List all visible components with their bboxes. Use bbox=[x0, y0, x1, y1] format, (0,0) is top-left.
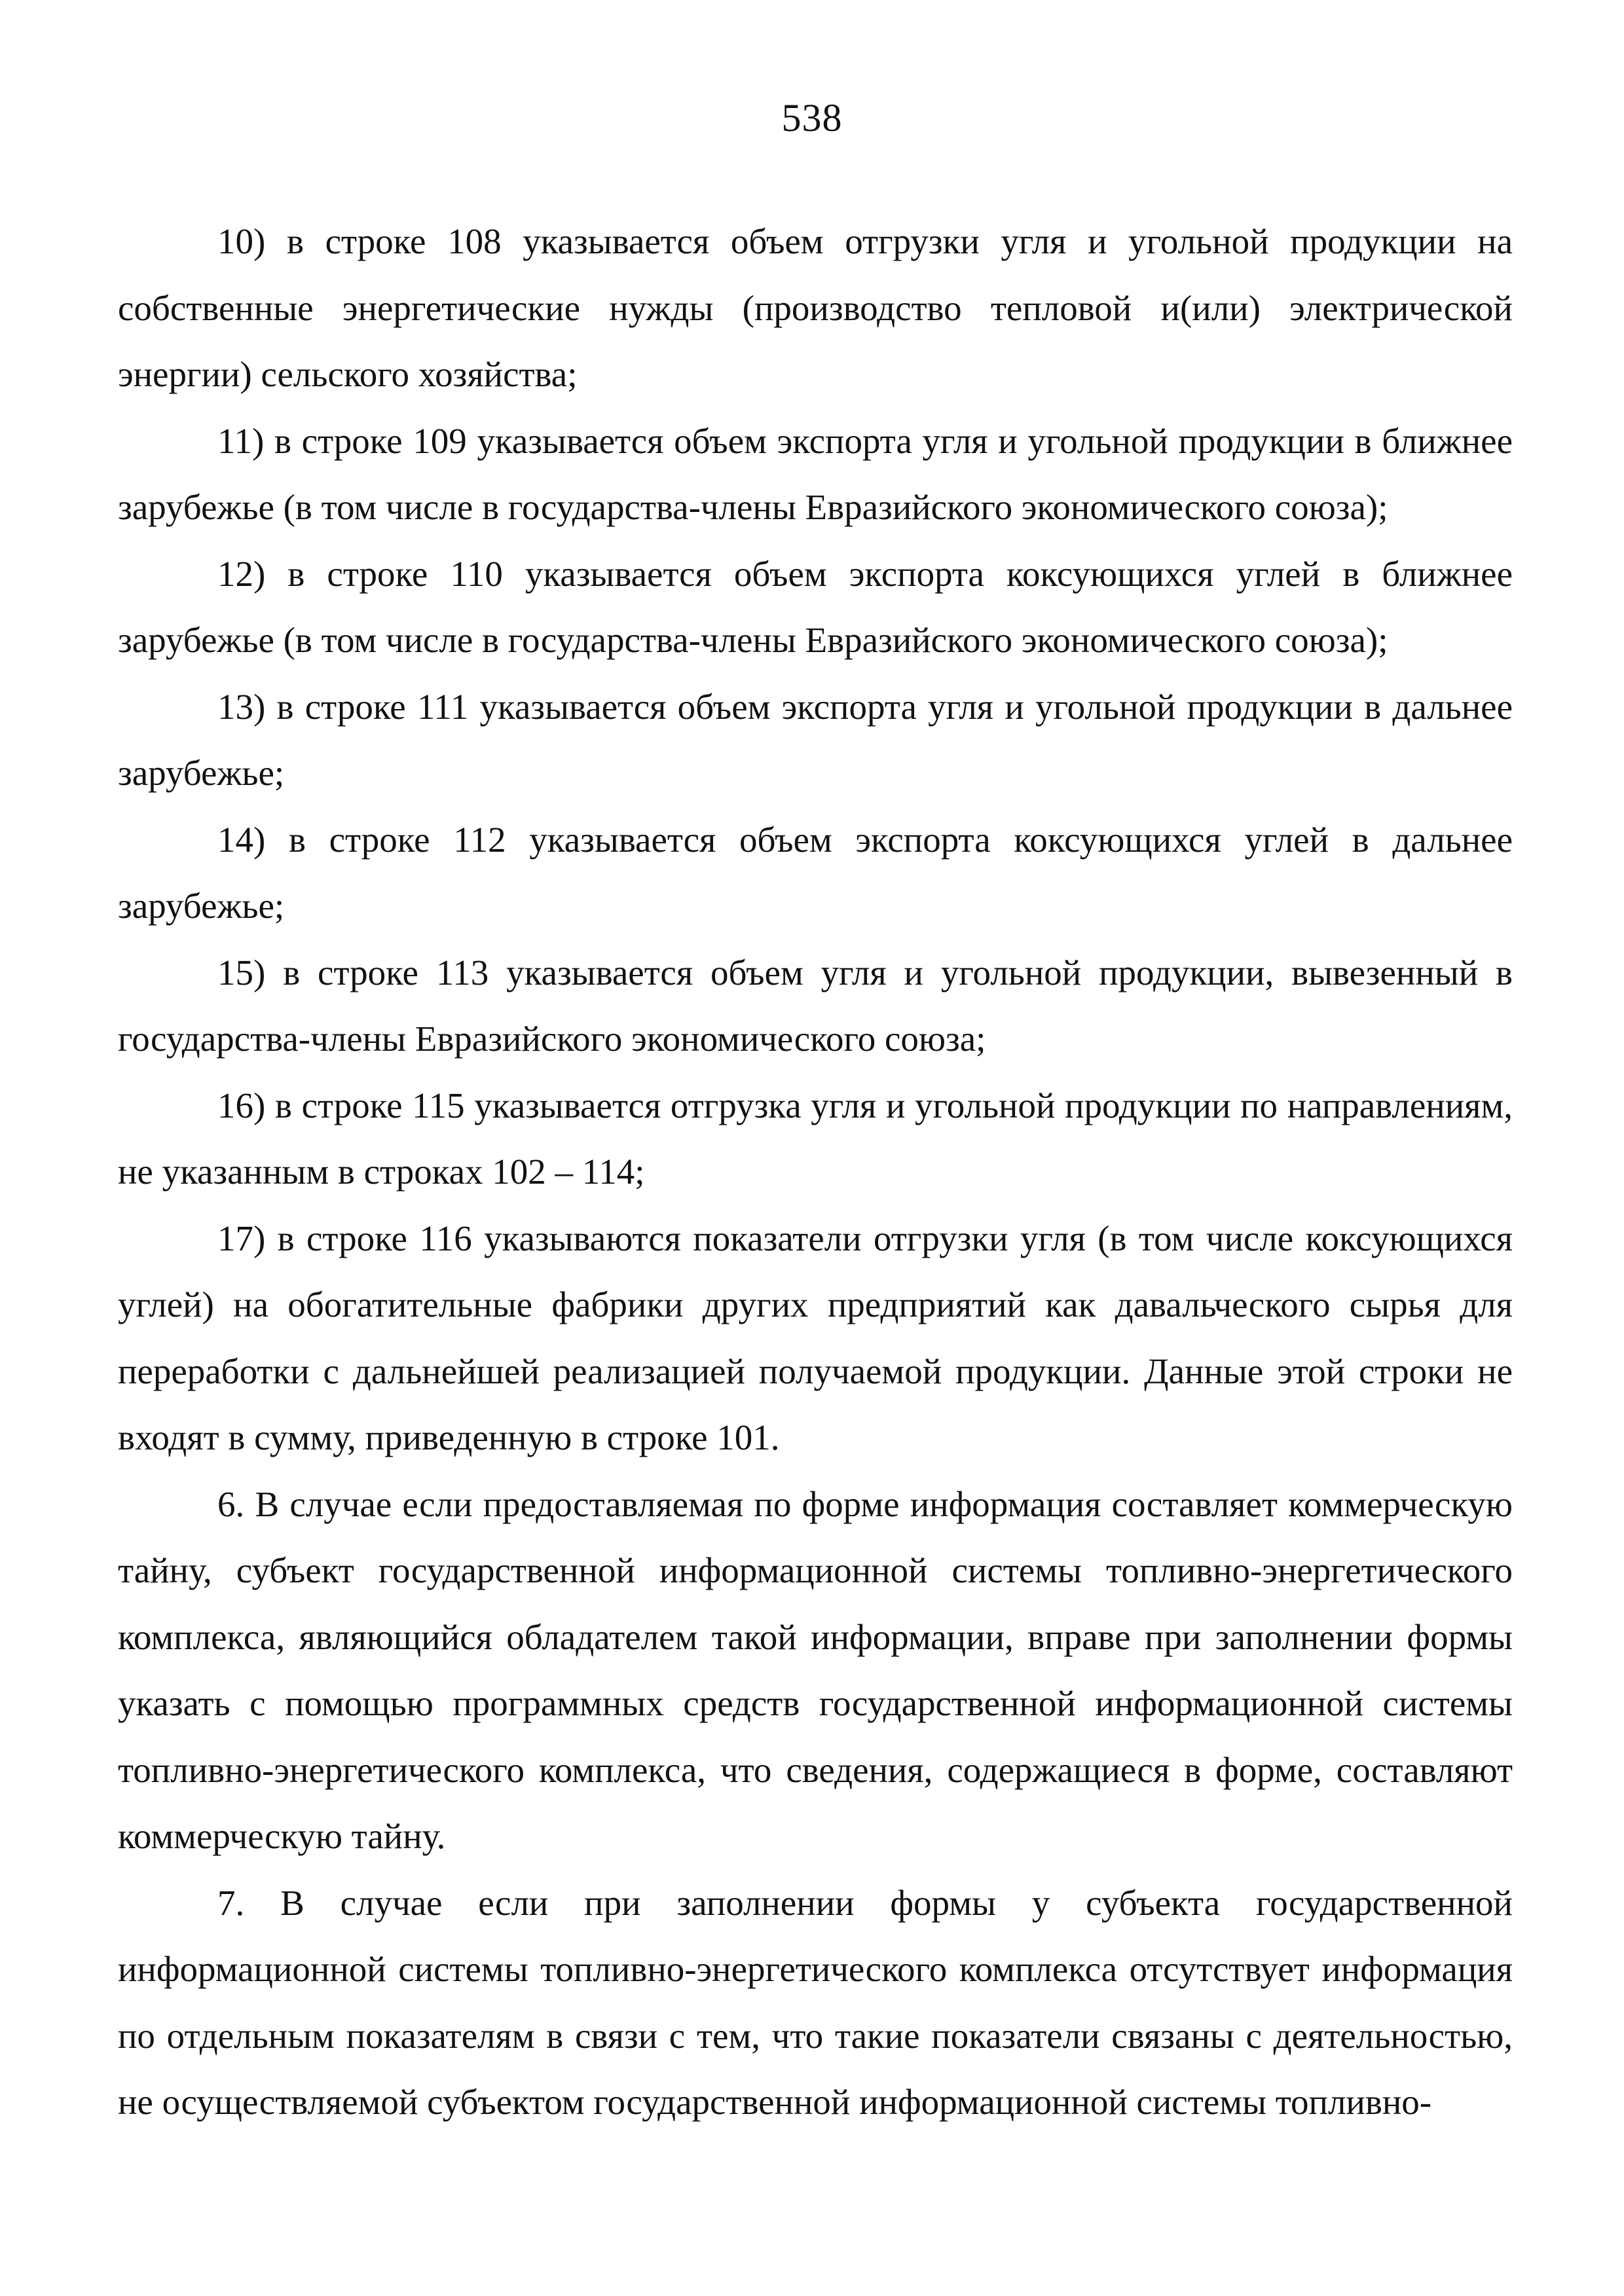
paragraph-item-16: 16) в строке 115 указывается отгрузка угля и угольной продукции по направлениям, не указанным в строках 102 – 114; bbox=[118, 1085, 1513, 1192]
paragraph-item-10: 10) в строке 108 указывается объем отгрузки угля и угольной продукции на собственные энергетические нужды (производство тепловой и(или) электрической энергии) сельского хозяйства; bbox=[118, 221, 1513, 394]
paragraph-section-7: 7. В случае если при заполнении формы у субъекта государственной информационной системы топливно-энергетического комплекса отсутствует информация по отдельным показателям в связи с тем, что такие показатели связаны с деятельностью, не осуществляемой субъектом государственной информационной системы топливно- bbox=[118, 1882, 1513, 2122]
page-number: 538 bbox=[781, 96, 843, 139]
body-text bbox=[118, 208, 1513, 2136]
paragraph-section-6: 6. В случае если предоставляемая по форме информация составляет коммерческую тайну, субъект государственной информационной системы топливно-энергетического комплекса, являющийся обладателем такой информации, вправе при заполнении формы указать с помощью программных средств государственной информационной системы топливно-энергетического комплекса, что сведения, содержащиеся в форме, составляют коммерческую тайну. bbox=[118, 1484, 1513, 1856]
paragraph-item-15: 15) в строке 113 указывается объем угля и угольной продукции, вывезенный в государства-члены Евразийского экономического союза; bbox=[118, 952, 1513, 1059]
paragraph-item-11: 11) в строке 109 указывается объем экспорта угля и угольной продукции в ближнее зарубежье (в том числе в государства-члены Евразийского экономического союза); bbox=[118, 420, 1513, 527]
paragraph-item-14: 14) в строке 112 указывается объем экспорта коксующихся углей в дальнее зарубежье; bbox=[118, 819, 1513, 926]
paragraph-item-13: 13) в строке 111 указывается объем экспорта угля и угольной продукции в дальнее зарубежье; bbox=[118, 686, 1513, 793]
paragraph-item-12: 12) в строке 110 указывается объем экспорта коксующихся углей в ближнее зарубежье (в том числе в государства-члены Евразийского экономического союза); bbox=[118, 553, 1513, 660]
paragraph-item-17: 17) в строке 116 указываются показатели отгрузки угля (в том числе коксующихся углей) на обогатительные фабрики других предприятий как давальческого сырья для переработки с дальнейшей реализацией получаемой продукции. Данные этой строки не входят в сумму, приведенную в строке 101. bbox=[118, 1218, 1513, 1457]
